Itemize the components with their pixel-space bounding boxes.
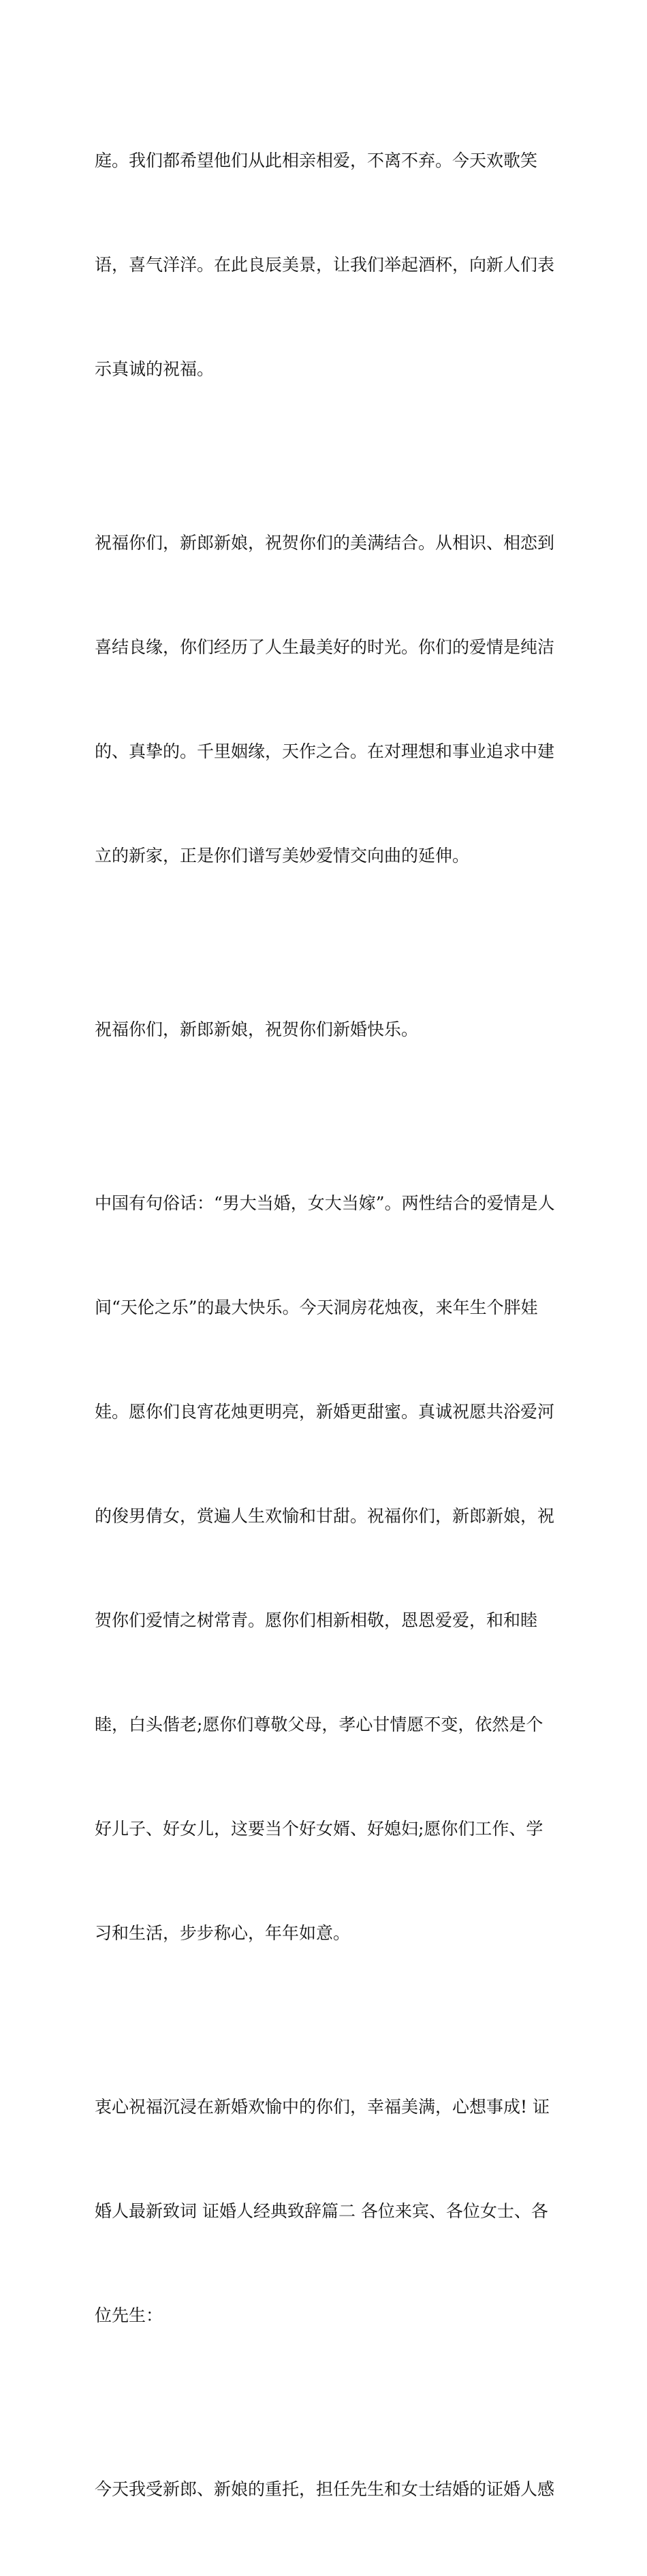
paragraph-4 xyxy=(95,1116,558,2020)
text-line: 示真诚的祝福。 xyxy=(95,359,215,379)
text-line: 习和生活，步步称心，年年如意。 xyxy=(95,1923,351,1943)
text-line: 娃。愿你们良宵花烛更明亮，新婚更甜蜜。真诚祝愿共浴爱河 xyxy=(95,1402,555,1422)
text-line: 语，喜气洋洋。在此良辰美景，让我们举起酒杯，向新人们表 xyxy=(95,255,555,275)
paragraph-1 xyxy=(95,74,558,456)
paragraph-2 xyxy=(95,456,558,942)
text-line: 中国有句俗话：“男大当婚，女大当嫁”。两性结合的爱情是人 xyxy=(95,1193,555,1213)
text-line: 好儿子、好女儿，这要当个好女婿、好媳妇;愿你们工作、学 xyxy=(95,1819,543,1839)
text-line: 的、真挚的。千里姻缘，天作之合。在对理想和事业追求中建 xyxy=(95,741,555,761)
body-text xyxy=(95,74,558,2576)
text-line: 立的新家，正是你们谱写美妙爱情交向曲的延伸。 xyxy=(95,846,470,865)
text-line: 婚人最新致词 证婚人经典致辞篇二 各位来宾、各位女士、各 xyxy=(95,2201,548,2221)
text-line: 位先生： xyxy=(95,2305,163,2325)
paragraph-5 xyxy=(95,2020,558,2402)
text-line: 祝福你们，新郎新娘，祝贺你们新婚快乐。 xyxy=(95,1019,419,1039)
text-line: 喜结良缘，你们经历了人生最美好的时光。你们的爱情是纯洁 xyxy=(95,637,555,657)
paragraph-3 xyxy=(95,942,558,1116)
text-line: 衷心祝福沉浸在新婚欢愉中的你们，幸福美满，心想事成! 证 xyxy=(95,2097,550,2117)
text-line: 的俊男倩女，赏遍人生欢愉和甘甜。祝福你们，新郎新娘，祝 xyxy=(95,1506,555,1526)
paragraph-6 xyxy=(95,2402,558,2576)
text-line: 睦，白头偕老;愿你们尊敬父母，孝心甘情愿不变，依然是个 xyxy=(95,1715,543,1734)
text-line: 今天我受新郎、新娘的重托，担任先生和女士结婚的证婚人感 xyxy=(95,2479,555,2499)
text-line: 庭。我们都希望他们从此相亲相爱，不离不弃。今天欢歌笑 xyxy=(95,151,538,170)
text-line: 间“天伦之乐”的最大快乐。今天洞房花烛夜，来年生个胖娃 xyxy=(95,1298,538,1317)
text-line: 祝福你们，新郎新娘，祝贺你们的美满结合。从相识、相恋到 xyxy=(95,533,555,553)
text-line: 贺你们爱情之树常青。愿你们相新相敬，恩恩爱爱，和和睦 xyxy=(95,1610,538,1630)
